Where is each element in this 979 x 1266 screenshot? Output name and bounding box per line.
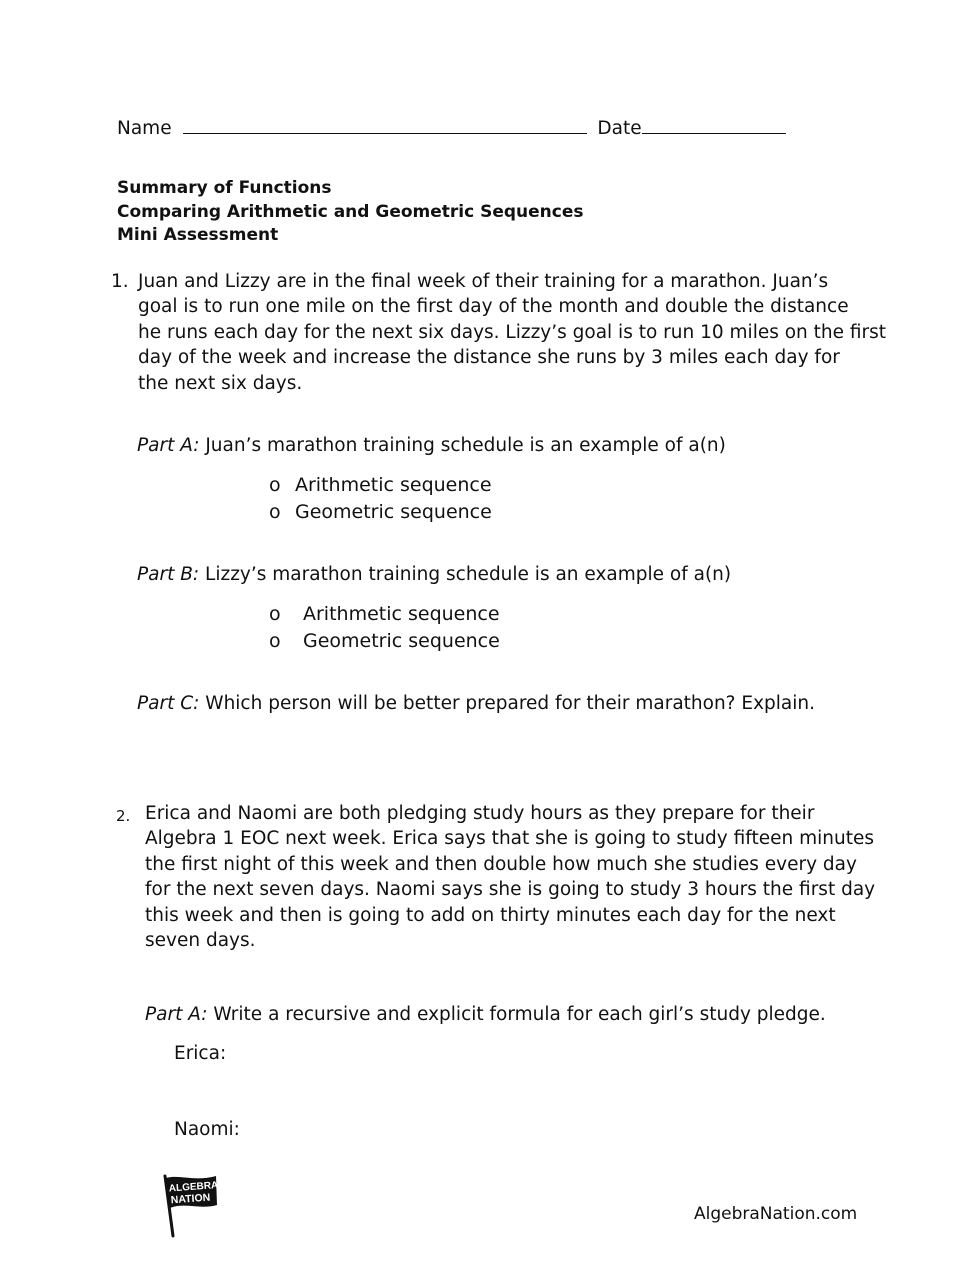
title-line-3: Mini Assessment	[117, 225, 279, 245]
q2-part-a-text: Write a recursive and explicit formula for each girl’s study pledge.	[207, 1004, 826, 1025]
title-block	[117, 177, 584, 248]
q1-part-b-text: Lizzy’s marathon training schedule is an example of a(n)	[199, 564, 732, 585]
radio-bullet-icon[interactable]: o	[269, 474, 281, 496]
option-label: Geometric sequence	[295, 501, 492, 523]
q1-part-c-label: Part C:	[137, 693, 200, 714]
q1-part-a-label: Part A:	[137, 435, 200, 456]
name-label: Name	[117, 118, 172, 139]
erica-label: Erica:	[174, 1043, 227, 1064]
question-2-line: this week and then is going to add on thirty minutes each day for the next	[145, 904, 836, 926]
name-blank[interactable]	[183, 133, 587, 134]
logo-text-bottom: NATION	[170, 1191, 211, 1207]
title-line-1: Summary of Functions	[117, 178, 332, 198]
name-date-line	[117, 116, 786, 142]
naomi-label: Naomi:	[174, 1119, 240, 1140]
radio-bullet-icon[interactable]: o	[269, 501, 281, 523]
option-label: Arithmetic sequence	[295, 474, 492, 496]
q1-part-b-prompt	[137, 562, 731, 588]
date-blank[interactable]	[642, 133, 786, 134]
q1-part-a-option-arithmetic[interactable]	[269, 472, 492, 499]
question-1-line: Juan and Lizzy are in the final week of their training for a marathon. Juan’s	[138, 271, 829, 292]
question-2-line: the first night of this week and then double how much she studies every day	[145, 853, 857, 875]
question-1-line: goal is to run one mile on the first day of the month and double the distance	[138, 296, 849, 318]
question-2-line: Erica and Naomi are both pledging study hours as they prepare for their	[145, 803, 815, 824]
q1-part-c-prompt	[137, 691, 815, 717]
q1-part-a-option-geometric[interactable]	[269, 499, 492, 526]
question-2-text	[145, 801, 875, 953]
option-label: Geometric sequence	[303, 630, 500, 652]
flag-logo-icon	[160, 1172, 222, 1238]
radio-bullet-icon[interactable]: o	[269, 603, 281, 625]
q1-part-b-label: Part B:	[137, 564, 200, 585]
question-1-text	[138, 269, 886, 396]
q1-part-b-option-arithmetic[interactable]	[269, 601, 500, 628]
logo-text-top: ALGEBRA	[168, 1180, 219, 1195]
q2-part-a-prompt	[145, 1002, 826, 1028]
question-1-line: the next six days.	[138, 372, 303, 394]
question-2-line: Algebra 1 EOC next week. Erica says that she is going to study fifteen minutes	[145, 828, 874, 850]
title-line-2: Comparing Arithmetic and Geometric Sequences	[117, 201, 584, 222]
question-2-number: 2.	[116, 807, 131, 825]
algebra-nation-logo	[160, 1172, 222, 1238]
question-1-line: he runs each day for the next six days. Lizzy’s goal is to run 10 miles on the first	[138, 321, 887, 343]
q1-part-a-text: Juan’s marathon training schedule is an example of a(n)	[199, 435, 726, 456]
question-2-line: seven days.	[145, 930, 256, 952]
question-2-line: for the next seven days. Naomi says she is going to study 3 hours the first day	[145, 879, 876, 901]
q2-part-a-label: Part A:	[145, 1004, 208, 1025]
q1-part-b-option-geometric[interactable]	[269, 628, 500, 655]
option-label: Arithmetic sequence	[303, 603, 500, 625]
q1-part-c-text: Which person will be better prepared for their marathon? Explain.	[199, 693, 815, 714]
date-label: Date	[597, 118, 642, 139]
question-1-number: 1.	[111, 271, 129, 292]
radio-bullet-icon[interactable]: o	[269, 630, 281, 652]
footer-site: AlgebraNation.com	[694, 1204, 858, 1224]
question-1-line: day of the week and increase the distance she runs by 3 miles each day for	[138, 347, 840, 369]
q1-part-a-prompt	[137, 433, 726, 459]
